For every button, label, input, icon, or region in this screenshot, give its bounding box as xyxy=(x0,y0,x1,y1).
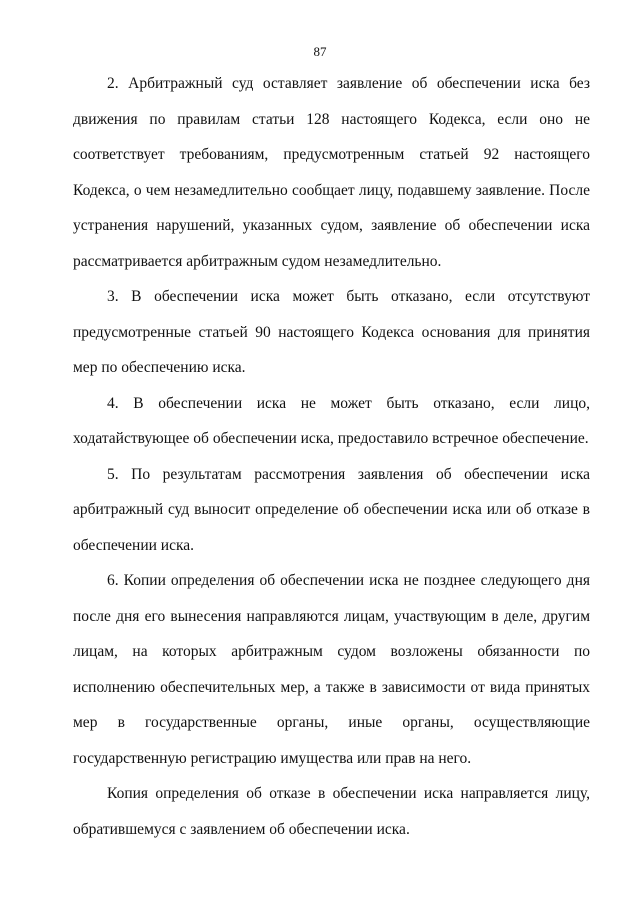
paragraph-5: 5. По результатам рассмотрения заявления об обеспечении иска арбитражный суд выносит определение об обеспечении иска или об отказе в обеспечении иска. xyxy=(73,465,590,554)
paragraph-6: 6. Копии определения об обеспечении иска не позднее следующего дня после дня его вынесения направляются лицам, участвующим в деле, другим лицам, на которых арбитражным судом возложены обязанности по исполнению обеспечительных мер, а также в зависимости от вида принятых мер в государственные органы, иные органы, осуществляющие государственную регистрацию имущества или прав на него. xyxy=(73,572,590,767)
paragraph-4: 4. В обеспечении иска не может быть отказано, если лицо, ходатайствующее об обеспечении иска, предоставило встречное обеспечение. xyxy=(73,394,590,447)
paragraph-2: 2. Арбитражный суд оставляет заявление об обеспечении иска без движения по правилам статьи 128 настоящего Кодекса, если оно не соответствует требованиям, предусмотренным статьей 92 настоящего Кодекса, о чем незамедлительно сообщает лицу, подавшему заявление. После устранения нарушений, указанных судом, заявление об обеспечении иска рассматривается арбитражным судом незамедлительно. xyxy=(73,75,590,270)
document-body xyxy=(73,66,590,847)
paragraph-6-refusal-copy: Копия определения об отказе в обеспечении иска направляется лицу, обратившемуся с заявлением об обеспечении иска. xyxy=(73,785,590,838)
paragraph-3: 3. В обеспечении иска может быть отказано, если отсутствуют предусмотренные статьей 90 настоящего Кодекса основания для принятия мер по обеспечению иска. xyxy=(73,288,590,376)
page-number: 87 xyxy=(313,44,327,59)
